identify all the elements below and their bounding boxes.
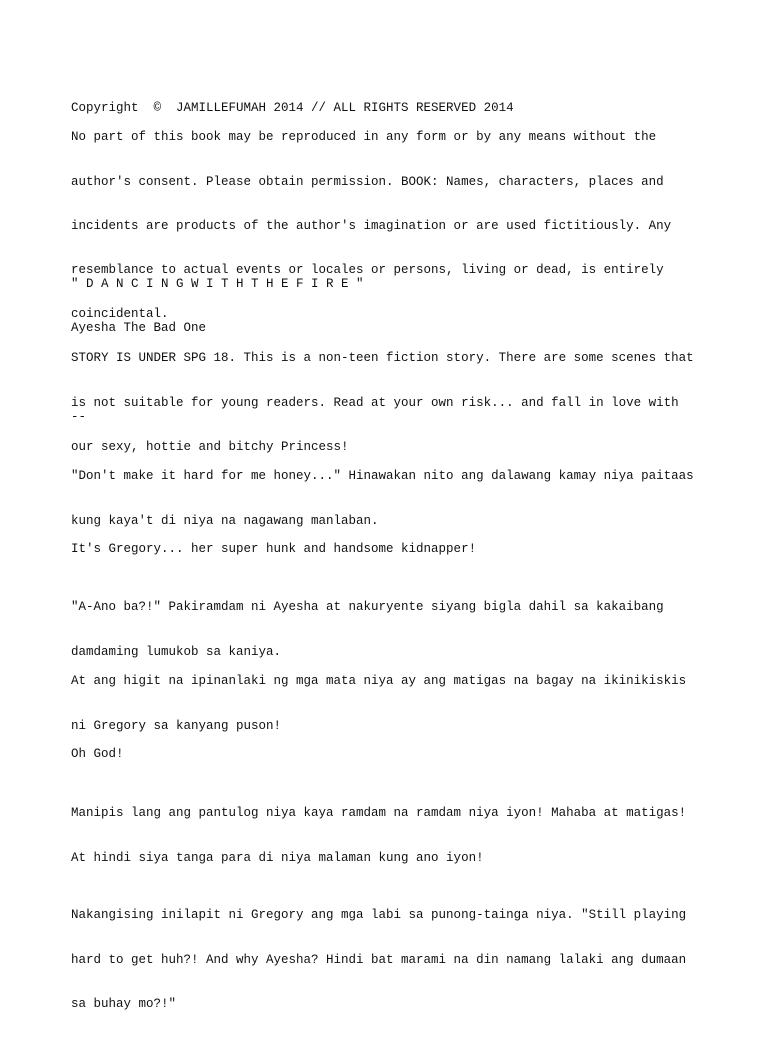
story-line: At ang higit na ipinanlaki ng mga mata niya ay ang matigas na bagay na ikinikiskis — [71, 674, 687, 689]
story-line: ni Gregory sa kanyang puson! — [71, 718, 282, 733]
story-line: kung kaya't di niya na nagawang manlaban. — [71, 513, 379, 528]
story-line: hard to get huh?! And why Ayesha? Hindi bat marami na din namang lalaki ang dumaan — [71, 952, 687, 967]
warning-line: is not suitable for young readers. Read at your own risk... and fall in love with — [71, 395, 679, 410]
story-line: At hindi siya tanga para di niya malaman kung ano iyon! — [71, 850, 484, 865]
warning-line: our sexy, hottie and bitchy Princess! — [71, 439, 349, 454]
story-line: Manipis lang ang pantulog niya kaya ramdam na ramdam niya iyon! Mahaba at matigas! — [71, 806, 687, 821]
copyright-notice: Copyright © JAMILLEFUMAH 2014 // ALL RIGHTS RESERVED 2014 — [71, 101, 514, 116]
disclaimer-line: incidents are products of the author's imagination or are used fictitiously. Any — [71, 218, 672, 233]
separator: -- — [71, 410, 87, 425]
disclaimer-line: No part of this book may be reproduced in any form or by any means without the — [71, 130, 657, 145]
warning-line: STORY IS UNDER SPG 18. This is a non-teen fiction story. There are some scenes that — [71, 351, 694, 366]
disclaimer-line: author's consent. Please obtain permission. BOOK: Names, characters, places and — [71, 174, 664, 189]
story-line: sa buhay mo?!" — [71, 996, 177, 1011]
story-line: Oh God! — [71, 747, 124, 762]
story-line: It's Gregory... her super hunk and handsome kidnapper! — [71, 542, 477, 557]
story-line: damdaming lumukob sa kaniya. — [71, 644, 282, 659]
story-line: "Don't make it hard for me honey..." Hinawakan nito ang dalawang kamay niya paitaas — [71, 469, 694, 484]
disclaimer-line: coincidental. — [71, 306, 169, 321]
story-paragraph — [71, 879, 711, 1041]
author-name: Ayesha The Bad One — [71, 321, 207, 336]
story-title: " D A N C I N G W I T H T H E F I R E " — [71, 277, 364, 292]
story-line: "A-Ano ba?!" Pakiramdam ni Ayesha at nakuryente siyang bigla dahil sa kakaibang — [71, 600, 664, 615]
story-paragraph — [71, 777, 711, 895]
disclaimer-line: resemblance to actual events or locales or persons, living or dead, is entirely — [71, 262, 664, 277]
story-line: Nakangising inilapit ni Gregory ang mga labi sa punong-tainga niya. "Still playing — [71, 908, 687, 923]
